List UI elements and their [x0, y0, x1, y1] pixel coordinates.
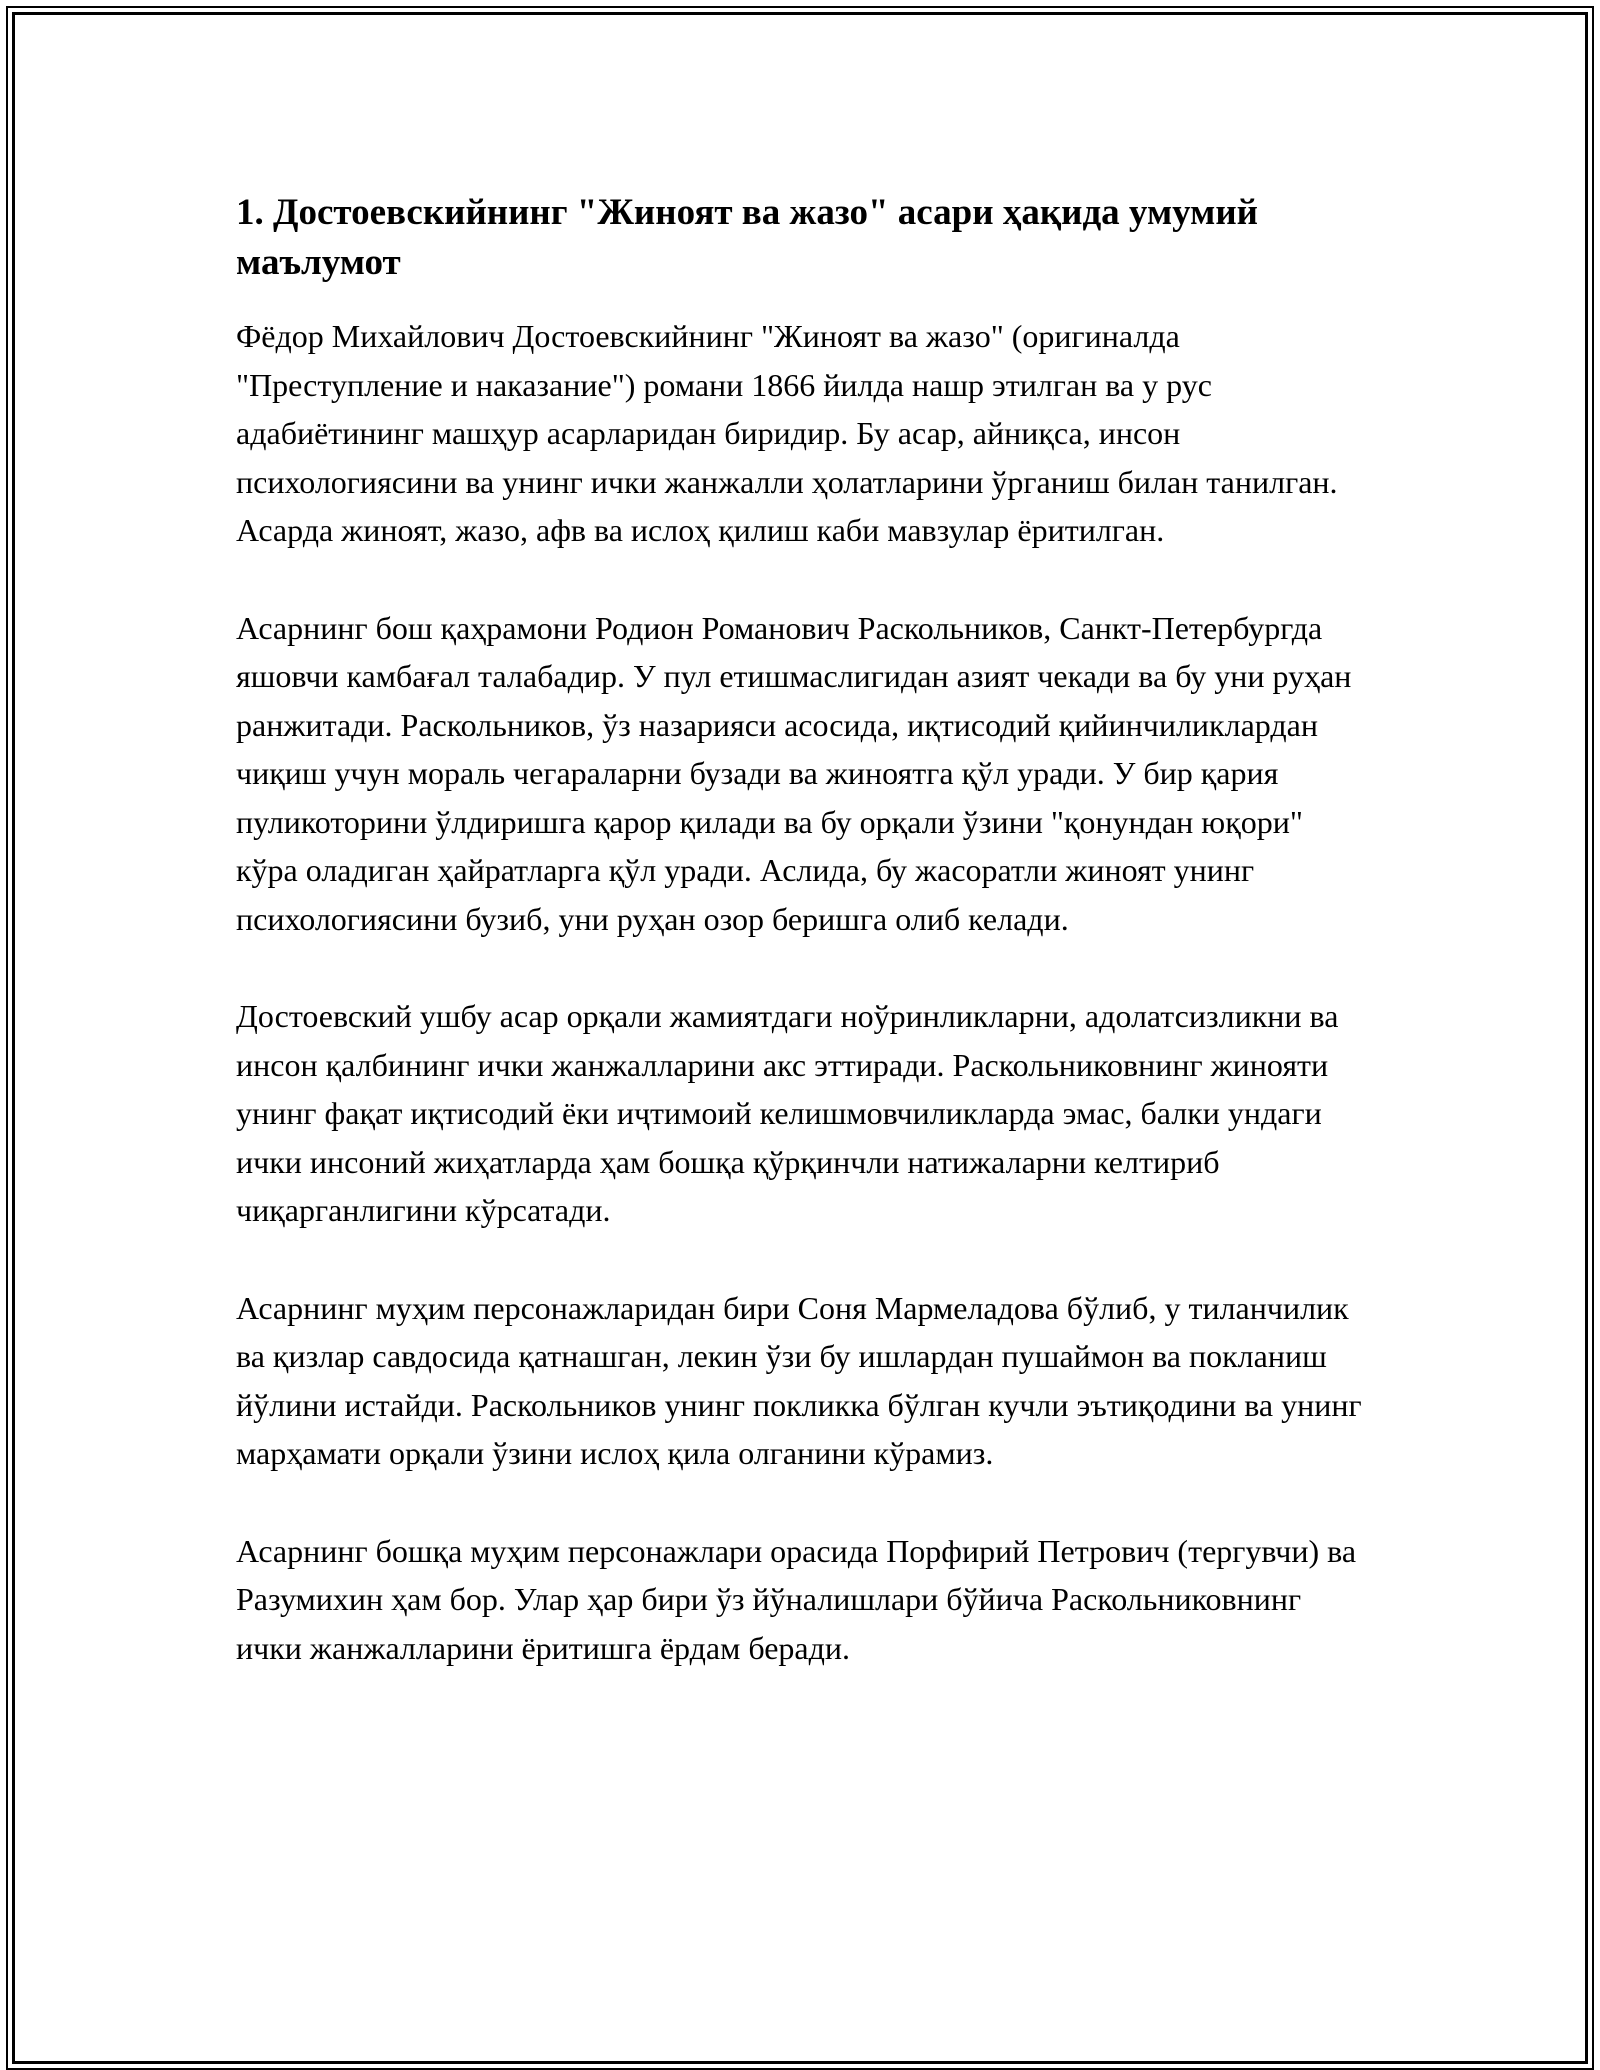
document-body — [236, 188, 1366, 1721]
paragraph-sonya: Асарнинг муҳим персонажларидан бири Соня Мармеладова бўлиб, у тиланчилик ва қизлар савдосида қатнашган, лекин ўзи бу ишлардан пушаймон ва покланиш йўлини истайди. Раскольников унинг покликка бўлган кучли эътиқодини ва унинг марҳамати орқали ўзини ислоҳ қила олганини кўрамиз. — [236, 1289, 1362, 1471]
paragraph-protagonist: Асарнинг бош қаҳрамони Родион Романович Раскольников, Санкт-Петербургда яшовчи камбағал талабадир. У пул етишмаслигидан азият чекади ва бу уни руҳан ранжитади. Раскольников, ўз назарияси асосида, иқтисодий қийинчиликлардан чиқиш учун мораль чегараларни бузади ва жиноятга қўл уради. У бир қария пуликоторини ўлдиришга қарор қилади ва бу орқали ўзини "қонундан юқори" кўра оладиган ҳайратларга қўл уради. Аслида, бу жасоратли жиноят унинг психологиясини бузиб, уни руҳан озор беришга олиб келади. — [236, 609, 1352, 937]
paragraph-intro: Фёдор Михайлович Достоевскийнинг "Жиноят ва жазо" (оригиналда "Преступление и наказание") романи 1866 йилда нашр этилган ва у рус адабиётининг машҳур асарларидан биридир. Бу асар, айниқса, инсон психологиясини ва унинг ички жанжалли ҳолатларини ўрганиш билан танилган. Асарда жиноят, жазо, афв ва ислоҳ қилиш каби мавзулар ёритилган. — [236, 318, 1338, 548]
paragraph-themes: Достоевский ушбу асар орқали жамиятдаги ноўринликларни, адолатсизликни ва инсон қалбининг ички жанжалларини акс эттиради. Раскольниковнинг жинояти унинг фақат иқтисодий ёки иҷтимоий келишмовчиликларда эмас, балки ундаги ички инсоний жиҳатларда ҳам бошқа қўрқинчли натижаларни келтириб чиқарганлигини кўрсатади. — [236, 998, 1339, 1228]
paragraph-other-characters: Асарнинг бошқа муҳим персонажлари орасида Порфирий Петрович (тергувчи) ва Разумихин ҳам бор. Улар ҳар бири ўз йўналишлари бўйича Раскольниковнинг ички жанжалларини ёритишга ёрдам беради. — [236, 1532, 1357, 1666]
section-heading: 1. Достоевскийнинг "Жиноят ва жазо" асари ҳақида умумий маълумот — [236, 192, 1258, 283]
